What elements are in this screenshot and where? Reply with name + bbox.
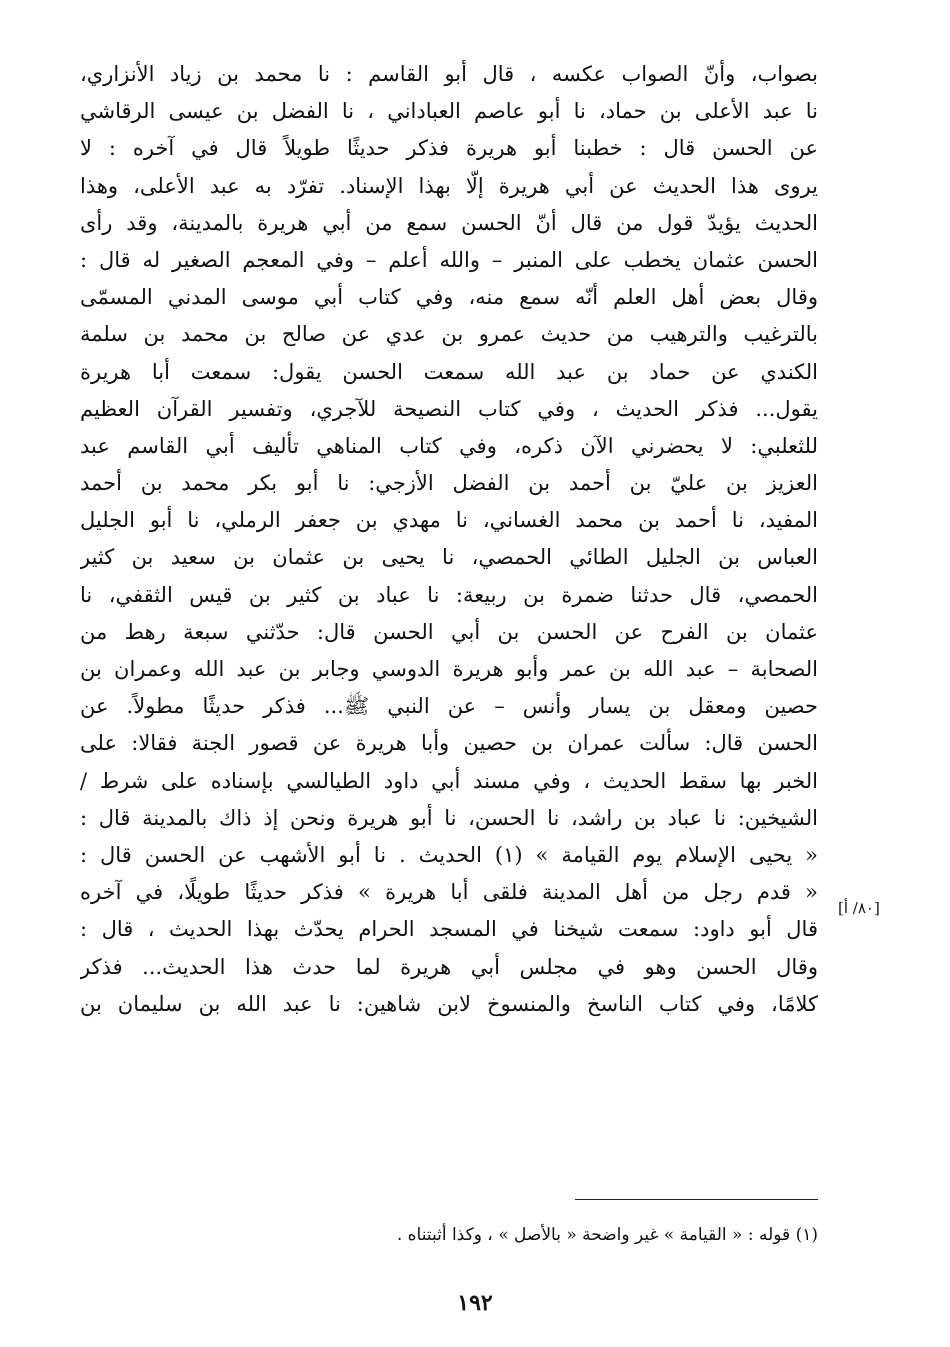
text-line: الكندي عن حماد بن عبد الله سمعت الحسن يقول: سمعت أبا هريرة bbox=[80, 359, 818, 384]
text-line: عثمان بن الفرح عن الحسن بن أبي الحسن قال: حدّثني سبعة رهط من bbox=[80, 619, 818, 644]
text-line: المفيد، نا أحمد بن محمد الغساني، نا مهدي بن جعفر الرملي، نا أبو الجليل bbox=[80, 508, 818, 533]
footnote: (١) قوله : « القيامة » غير واضحة « بالأصل » ، وكذا أثبتناه . bbox=[396, 1225, 818, 1245]
text-line: بصواب، وأنّ الصواب عكسه ، قال أبو القاسم : نا محمد بن زياد الأنزاري، bbox=[80, 62, 818, 86]
text-line: وقال الحسن وهو في مجلس أبي هريرة لما حدث هذا الحديث... فذكر bbox=[80, 954, 818, 979]
text-line: نا عبد الأعلى بن حماد، نا أبو عاصم العباداني ، نا الفضل بن عيسى الرقاشي bbox=[80, 99, 818, 124]
text-line: الصحابة – عبد الله بن عمر وأبو هريرة الدوسي وجابر بن عبد الله وعمران بن bbox=[80, 657, 818, 681]
footnote-separator bbox=[575, 1199, 818, 1200]
text-line: « يحيى الإسلام يوم القيامة » (١) الحديث . نا أبو الأشهب عن الحسن قال : bbox=[80, 842, 818, 867]
text-line: قال أبو داود: سمعت شيخنا في المسجد الحرام يحدّث بهذا الحديث ، قال : bbox=[80, 917, 818, 942]
text-line: الحديث يؤيدّ قول من قال أنّ الحسن سمع من أبي هريرة بالمدينة، وقد رأى bbox=[80, 210, 818, 235]
text-line: الحسن عثمان يخطب على المنبر – والله أعلم – وفي المعجم الصغير له قال : bbox=[80, 247, 818, 272]
main-text-block bbox=[80, 56, 818, 1023]
text-line: عن الحسن قال : خطبنا أبو هريرة فذكر حديثًا طويلاً قال في آخره : لا bbox=[80, 136, 818, 161]
text-line: للثعلبي: لا يحضرني الآن ذكره، وفي كتاب المناهي تأليف أبي القاسم عبد bbox=[80, 433, 818, 458]
text-line: الحمصي، قال حدثنا ضمرة بن ربيعة: نا عباد بن كثير بن قيس الثقفي، نا bbox=[80, 582, 818, 607]
page-number: ١٩٢ bbox=[457, 1290, 493, 1316]
text-line: حصين ومعقل بن يسار وأنس – عن النبي ﷺ... فذكر حديثًا مطولاً. عن bbox=[80, 694, 818, 719]
text-line: الحسن قال: سألت عمران بن حصين وأبا هريرة عن قصور الجنة فقالا: على bbox=[80, 731, 818, 756]
text-line: الخبر بها سقط الحديث ، وفي مسند أبي داود الطيالسي بإسناده على شرط / bbox=[80, 768, 818, 793]
text-line: كلامًا، وفي كتاب الناسخ والمنسوخ لابن شاهين: نا عبد الله بن سليمان بن bbox=[80, 991, 818, 1016]
text-line: يروى هذا الحديث عن أبي هريرة إلّا بهذا الإسناد. تفرّد به عبد الأعلى، وهذا bbox=[80, 173, 818, 198]
text-line: « قدم رجل من أهل المدينة فلقى أبا هريرة » فذكر حديثًا طويلًا، في آخره bbox=[80, 880, 818, 905]
text-line: بالترغيب والترهيب من حديث عمرو بن عدي عن صالح بن محمد بن سلمة bbox=[80, 322, 818, 347]
text-line: وقال بعض أهل العلم أنّه سمع منه، وفي كتاب أبي موسى المدني المسمّى bbox=[80, 285, 818, 310]
text-line: يقول... فذكر الحديث ، وفي كتاب النصيحة للآجري، وتفسير القرآن العظيم bbox=[80, 396, 818, 421]
manuscript-folio-marker: [٨٠/ أ] bbox=[838, 899, 880, 917]
text-line: الشيخين: نا عباد بن راشد، نا الحسن، نا أبو هريرة ونحن إذ ذاك بالمدينة قال : bbox=[80, 805, 818, 830]
text-line: العزيز بن عليّ بن أحمد بن الفضل الأزجي: نا أبو بكر محمد بن أحمد bbox=[80, 471, 818, 496]
text-line: العباس بن الجليل الطائي الحمصي، نا يحيى بن عثمان بن سعيد بن كثير bbox=[80, 545, 818, 570]
